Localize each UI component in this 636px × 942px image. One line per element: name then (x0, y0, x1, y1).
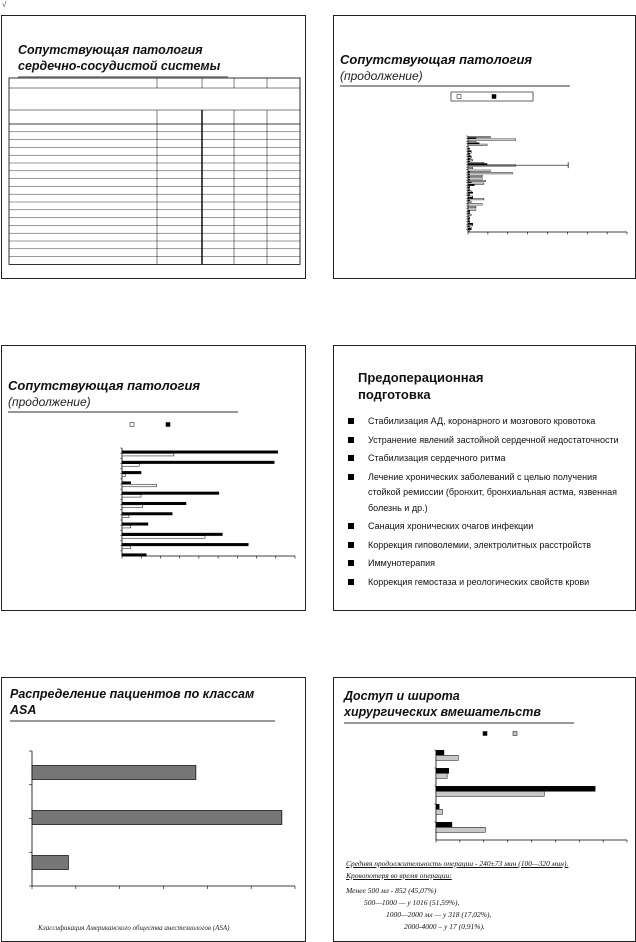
chart-bar (436, 827, 485, 832)
operation-note-line: 1000—2000 мл — у 318 (17,02%), (386, 910, 492, 919)
operation-note-line: Кровопотеря во время операции: (346, 871, 452, 880)
bullet-square-icon (348, 523, 354, 529)
title-underline (10, 720, 275, 722)
slide-comorbidity-continued-1 (333, 15, 636, 279)
bullet-text: Санация хронических очагов инфекции (368, 521, 534, 531)
operation-note-line: Менее 500 мл - 852 (45,07%) (346, 886, 437, 895)
chart-bar (122, 525, 131, 528)
preparation-bullet-item (346, 575, 631, 591)
chart-bar (122, 502, 186, 505)
chart-bar (436, 750, 444, 755)
chart-bar (468, 178, 482, 179)
page-corner-mark: √ (2, 0, 7, 9)
slide-asa-distribution (1, 677, 306, 942)
chart-bar (468, 173, 513, 174)
bullet-square-icon (348, 560, 354, 566)
chart-bar (468, 139, 516, 140)
chart-bar (468, 175, 482, 176)
chart-bar (436, 768, 449, 773)
legend-swatch (166, 423, 170, 427)
operation-note-line: 2000-4000 – у 17 (0,91%). (404, 922, 485, 931)
chart-bar (122, 533, 222, 536)
chart-bar (468, 218, 470, 219)
chart-bar (122, 536, 205, 539)
table-border (9, 78, 300, 264)
chart-bar (468, 170, 490, 171)
chart-bar (468, 214, 471, 215)
chart-bar (122, 484, 157, 487)
slide-subtitle: (продолжение) (340, 69, 423, 83)
operation-note-line: 500—1000 — у 1016 (51,59%), (364, 898, 460, 907)
legend-swatch (513, 732, 517, 736)
chart-bar (122, 474, 125, 477)
slide-cardiovascular-table (1, 15, 306, 279)
bullet-text: Иммунотерапия (368, 558, 436, 568)
title-underline (344, 722, 574, 724)
asa-axis-caption: Классификация Американского общества анестезиологов (ASA) (38, 924, 230, 932)
chart-bar (122, 451, 278, 454)
slide-surgical-access (333, 677, 636, 942)
legend-swatch (492, 95, 496, 99)
slide-comorbidity-continued-2 (1, 345, 306, 611)
preparation-bullet-item (346, 414, 631, 430)
slide-title-line1: Распределение пациентов по классам (10, 687, 255, 701)
slide-preoperative-preparation (333, 345, 636, 611)
chart-bar (468, 206, 476, 207)
comorbidity-bar-chart-2 (2, 416, 307, 576)
chart-bar (122, 461, 274, 464)
bullet-text: Коррекция гиповолемии, электролитных расстройств (368, 539, 591, 550)
chart-bar (468, 144, 487, 145)
slide-title-line1: Предоперационная (358, 370, 484, 385)
preparation-bullet-item (346, 451, 631, 467)
slide-title-line1: Сопутствующая патология (18, 43, 203, 57)
chart-bar (468, 148, 470, 149)
bullet-text: Стабилизация сердечного ритма (368, 453, 506, 463)
chart-bar (122, 543, 248, 546)
chart-bar (436, 809, 442, 814)
bullet-square-icon (348, 437, 354, 443)
slide-subtitle: (продолжение) (8, 395, 91, 409)
chart-bar (436, 755, 458, 760)
title-underline (340, 85, 570, 87)
asa-bar (32, 856, 68, 870)
bullet-text: Лечение хронических заболеваний с целью получения стойкой ремиссии (бронхит, бронхиальная астма, язвенная болезнь и др.) (368, 471, 617, 513)
chart-bar (122, 513, 172, 516)
chart-bar (122, 523, 148, 526)
bullet-square-icon (348, 455, 354, 461)
comorbidity-bar-chart-1 (334, 88, 636, 238)
chart-bar (122, 554, 146, 557)
chart-bar (468, 230, 470, 231)
title-underline (8, 411, 238, 413)
slide-title: Сопутствующая патология (8, 378, 201, 393)
chart-bar (436, 822, 452, 827)
chart-bar (122, 546, 131, 549)
legend-swatch (457, 95, 461, 99)
legend-swatch (130, 423, 134, 427)
chart-bar (436, 786, 595, 791)
chart-bar (436, 791, 544, 796)
legend-swatch (483, 732, 487, 736)
asa-bar-chart (2, 743, 307, 893)
slide-title-line2: сердечно-сосудистой системы (18, 59, 221, 73)
preparation-bullet-item (346, 519, 631, 535)
chart-bar (436, 804, 439, 809)
preparation-bullet-item (346, 556, 631, 572)
bullet-square-icon (348, 579, 354, 585)
chart-bar (436, 773, 447, 778)
chart-bar (122, 453, 174, 456)
preparation-bullet-item (346, 470, 631, 517)
bullet-square-icon (348, 418, 354, 424)
asa-bar (32, 766, 196, 780)
slide-title-line2: ASA (10, 703, 37, 717)
chart-bar (122, 492, 219, 495)
asa-bar (32, 811, 282, 825)
slide-title-line1: Доступ и широта (344, 689, 460, 703)
preparation-bullet-item (346, 538, 631, 554)
slide-title-line2: подготовка (358, 387, 431, 402)
preparation-bullet-item (346, 433, 631, 449)
comorbidity-table (2, 76, 307, 266)
preparation-bullet-list (346, 414, 631, 593)
bullet-square-icon (348, 474, 354, 480)
bullet-text: Коррекция гемостаза и реологических свойств крови (368, 576, 590, 587)
bullet-text: Стабилизация АД, коронарного и мозгового кровотока (368, 416, 596, 426)
bullet-square-icon (348, 542, 354, 548)
chart-bar (122, 495, 141, 498)
chart-bar (122, 471, 141, 474)
operation-notes (346, 858, 631, 933)
chart-bar (122, 482, 131, 485)
slide-title: Сопутствующая патология (340, 52, 533, 67)
operation-note-line: Средняя продолжительность операции - 240±73 мин (100—320 мин). (346, 859, 569, 868)
chart-bar (122, 464, 139, 467)
chart-bar (468, 167, 473, 168)
chart-bar (468, 187, 470, 188)
chart-bar (468, 199, 484, 200)
bullet-text: Устранение явлений застойной сердечной недостаточности (368, 434, 619, 445)
chart-bar (468, 204, 482, 205)
chart-bar (122, 505, 143, 508)
chart-bar (468, 201, 471, 202)
chart-bar (122, 515, 129, 518)
slide-title-line2: хирургических вмешательств (344, 705, 541, 719)
surgical-access-bar-chart (334, 728, 636, 848)
